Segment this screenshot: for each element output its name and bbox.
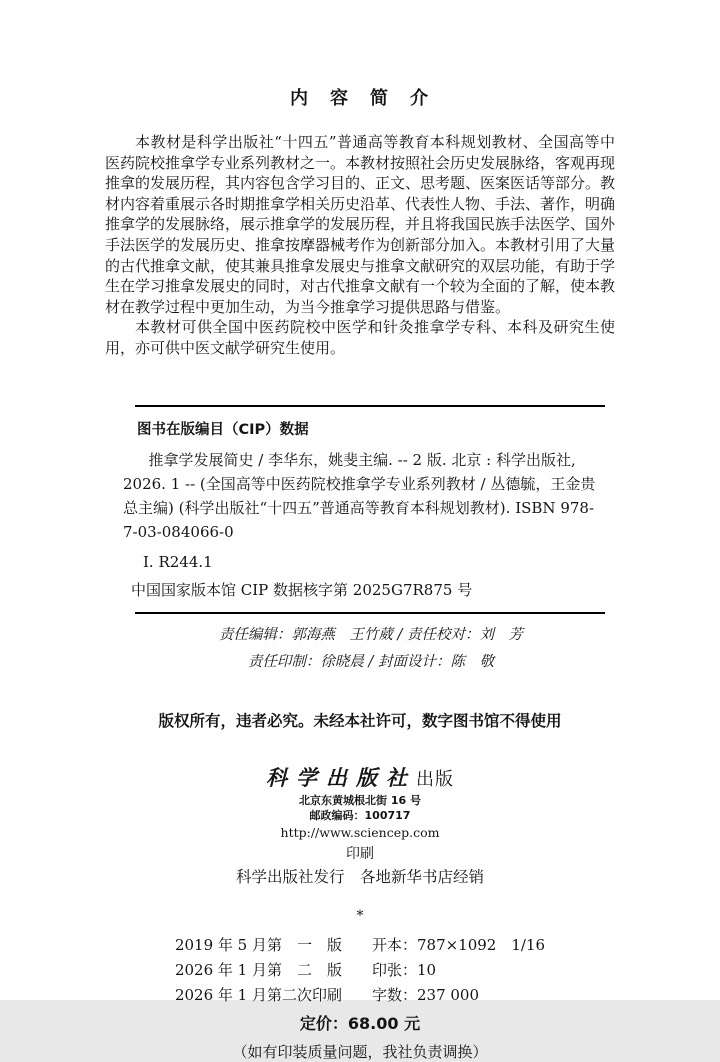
publisher-url: http://www.sciencep.com <box>280 824 440 840</box>
publisher-logo-suffix: 出版 <box>416 768 454 790</box>
publisher-logo-line <box>105 765 615 793</box>
cip-line-4: 7-03-084066-0 <box>123 522 234 541</box>
edition-block <box>105 933 615 1062</box>
credits-editors-line: 责任编辑：郭海燕 王竹葳 / 责任校对：刘 芳 <box>218 626 524 643</box>
cip-body <box>123 448 605 544</box>
cip-line-3: 总主编) (科学出版社“十四五”普通高等教育本科规划教材). ISBN 978- <box>123 498 595 517</box>
intro-paragraph-1: 本教材是科学出版社“十四五”普通高等教育本科规划教材、全国高等中医药院校推拿学专业系列教材之一。本教材按照社会历史发展脉络，客观再现推拿的发展历程，其内容包含学习目的、正文、思考题、医案医话等部分。教材内容着重展示各时期推拿学相关历史沿革、代表性人物、手法、著作，明确推拿学的发展脉络，展示推拿学的发展历程，并且将我国民族手法医学、国外手法医学的发展历史、推拿按摩器械考作为创新部分加入。本教材引用了大量的古代推拿文献，使其兼具推拿发展史与推拿文献研究的双层功能，有助于学生在学习推拿发展史的同时，对古代推拿文献有一个较为全面的了解，使本教材在教学过程中更加生动，为当今推拿学习提供思路与借鉴。 <box>105 133 616 316</box>
page-title: 内 容 简 介 <box>290 88 430 109</box>
credits-print-design-line: 责任印制：徐晓晨 / 封面设计：陈 敬 <box>247 653 495 670</box>
cip-bottom-rule <box>135 612 605 614</box>
edition-line-second-edition: 2026 年 1 月第 二 版 印张：10 <box>174 960 437 979</box>
cip-registry-number: 中国国家版本馆 CIP 数据核字第 2025G7R875 号 <box>131 580 473 599</box>
printer-line: 印刷 <box>346 845 374 862</box>
cip-classification-number: Ⅰ. R244.1 <box>143 552 213 571</box>
edition-line-second-printing: 2026 年 1 月第二次印刷 字数：237 000 <box>174 985 480 1004</box>
publisher-logo-script: 科学出版社 <box>266 764 416 790</box>
publisher-postcode: 邮政编码：100717 <box>309 809 411 823</box>
edition-line-first-edition: 2019 年 5 月第 一 版 开本：787×1092 1/16 <box>174 935 546 954</box>
intro-paragraph-2: 本教材可供全国中医药院校中医学和针灸推拿学专科、本科及研究生使用，亦可供中医文献学研究生使用。 <box>105 318 615 357</box>
cip-line-2: 2026. 1 -- (全国高等中医药院校推拿学专业系列教材 / 丛德毓，王金贵 <box>123 474 596 493</box>
cip-section <box>123 405 605 614</box>
copyright-notice: 版权所有，违者必究。未经本社许可，数字图书馆不得使用 <box>158 711 562 730</box>
staff-credits <box>127 622 615 676</box>
separator-star: * <box>356 907 364 924</box>
publisher-block <box>105 765 615 923</box>
price-line: 定价：68.00 元 <box>299 1013 421 1033</box>
cip-header: 图书在版编目（CIP）数据 <box>137 421 309 438</box>
publisher-address: 北京东黄城根北街 16 号 <box>299 793 421 807</box>
distribution-line: 科学出版社发行 各地新华书店经销 <box>235 867 484 886</box>
exchange-note: （如有印装质量问题，我社负责调换） <box>232 1042 488 1061</box>
edition-lines <box>175 933 545 1008</box>
cip-top-rule <box>135 405 605 407</box>
cip-line-1: 推拿学发展简史 / 李华东，姚斐主编. -- 2 版. 北京 : 科学出版社, <box>148 450 576 469</box>
